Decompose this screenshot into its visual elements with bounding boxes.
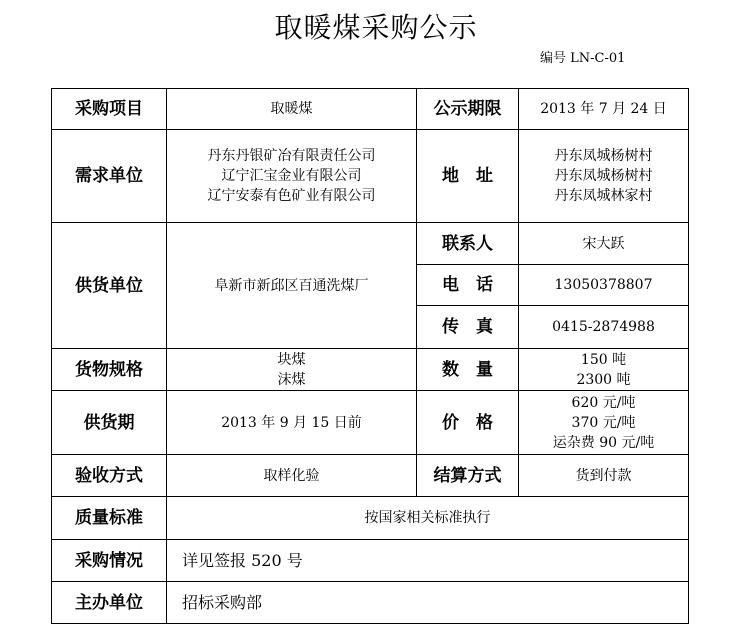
row-organizer [52,582,689,624]
label-contact: 联系人 [417,223,519,265]
row-contact [52,223,689,265]
row-demand-unit [52,130,689,223]
demand-unit-1: 丹东丹银矿冶有限责任公司 [207,148,376,164]
value-settlement: 货到付款 [519,455,689,497]
value-acceptance: 取样化验 [167,455,417,497]
label-supplier: 供货单位 [52,223,167,349]
quantity-2: 2300 吨 [576,371,631,388]
spec-2: 沫煤 [277,371,306,388]
procurement-table [51,88,689,624]
label-settlement: 结算方式 [417,455,519,497]
document-number: 编号 LN-C-01 [540,51,626,66]
address-3: 丹东凤城林家村 [554,188,653,204]
label-phone: 电 话 [417,265,519,306]
value-quantities [519,349,689,391]
price-1: 620 元/吨 [571,394,636,411]
value-quality: 按国家相关标准执行 [167,497,689,540]
demand-unit-2: 辽宁汇宝金业有限公司 [221,168,362,184]
label-item: 采购项目 [52,89,167,130]
value-addresses [519,130,689,223]
demand-unit-3: 辽宁安泰有色矿业有限公司 [207,188,376,204]
value-fax: 0415-2874988 [519,306,689,349]
label-quality: 质量标准 [52,497,167,540]
price-3: 运杂费 90 元/吨 [552,434,655,451]
label-delivery: 供货期 [52,391,167,455]
quantity-1: 150 吨 [580,351,627,368]
label-demand-unit: 需求单位 [52,130,167,223]
label-acceptance: 验收方式 [52,455,167,497]
value-item: 取暖煤 [167,89,417,130]
label-price: 价 格 [417,391,519,455]
label-quantity: 数 量 [417,349,519,391]
row-procurement [52,540,689,582]
value-procurement: 详见签报 520 号 [167,540,689,582]
label-fax: 传 真 [417,306,519,349]
row-spec [52,349,689,391]
row-quality [52,497,689,540]
address-1: 丹东凤城杨树村 [554,148,653,164]
value-contact: 宋大跃 [519,223,689,265]
label-address: 地 址 [417,130,519,223]
value-delivery: 2013 年 9 月 15 日前 [167,391,417,455]
label-spec: 货物规格 [52,349,167,391]
value-organizer: 招标采购部 [167,582,689,624]
label-procurement: 采购情况 [52,540,167,582]
value-notice-date: 2013 年 7 月 24 日 [519,89,689,130]
row-delivery [52,391,689,455]
value-phone: 13050378807 [519,265,689,306]
address-2: 丹东凤城杨树村 [554,168,653,184]
spec-1: 块煤 [277,351,306,368]
label-notice-date: 公示期限 [417,89,519,130]
page-title: 取暖煤采购公示 [274,11,478,44]
row-item [52,89,689,130]
label-organizer: 主办单位 [52,582,167,624]
value-prices [519,391,689,455]
row-acceptance [52,455,689,497]
value-supplier: 阜新市新邱区百通洗煤厂 [167,223,417,349]
price-2: 370 元/吨 [571,414,636,431]
value-demand-units [167,130,417,223]
value-specs [167,349,417,391]
